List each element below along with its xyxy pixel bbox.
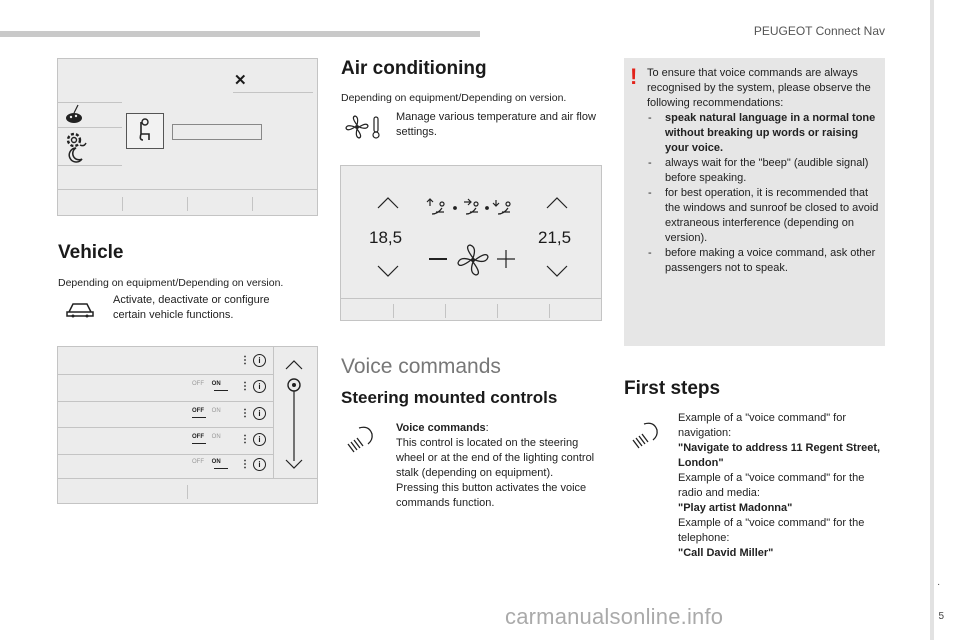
voice-commands-label: Voice commands xyxy=(396,422,486,434)
row-menu-icon[interactable]: ⋮ xyxy=(240,434,250,445)
recommendation-item: - for best operation, it is recommended that the windows and sunroof be closed to avoid extraneous interference (depending on version). xyxy=(647,186,879,246)
example-line: Example of a "voice command" for the telephone: xyxy=(678,517,865,544)
vehicle-title: Vehicle xyxy=(58,242,124,263)
scroll-track[interactable] xyxy=(283,357,305,477)
fan-icon[interactable] xyxy=(456,244,490,281)
recommendations-intro: To ensure that voice commands are always recognised by the system, please observe the following recommendations: xyxy=(647,67,871,109)
toggle-switch[interactable] xyxy=(192,408,221,414)
recommendation-item: - always wait for the "beep" (audible signal) before speaking. xyxy=(647,156,879,186)
recommendation-item: - speak natural language in a normal tone without breaking up words or raising your voice. xyxy=(647,111,879,156)
toggle-switch[interactable] xyxy=(192,459,221,465)
header-rule xyxy=(0,31,480,37)
fan-thermometer-icon xyxy=(345,114,383,145)
toggle-off-label: OFF xyxy=(192,434,204,440)
recommendations-text xyxy=(647,66,879,276)
temp-right-up-icon[interactable] xyxy=(546,196,568,214)
vehicle-functions-screen xyxy=(57,346,318,504)
vehicle-menu-screen xyxy=(57,58,318,216)
toggle-on-label: ON xyxy=(211,434,221,440)
voice-commands-description xyxy=(396,421,601,511)
temp-left-value: 18,5 xyxy=(369,228,403,247)
toggle-off-label: OFF xyxy=(192,408,204,414)
recommendation-item: - before making a voice command, ask other passengers not to speak. xyxy=(647,246,879,276)
vehicle-subtitle: Depending on equipment/Depending on version. xyxy=(58,277,284,289)
car-icon xyxy=(64,298,96,325)
voice-commands-text: : This control is located on the steering wheel or at the end of the lighting control stalk (depending on equipment). Pressing this button activates the voice commands function. xyxy=(396,422,595,509)
airflow-icon[interactable] xyxy=(426,196,522,225)
temp-left-down-icon[interactable] xyxy=(377,264,399,282)
voice-control-icon xyxy=(345,424,379,459)
row-menu-icon[interactable]: ⋮ xyxy=(240,408,250,419)
close-icon[interactable]: ✕ xyxy=(234,72,247,89)
info-icon[interactable]: i xyxy=(253,380,266,393)
toggle-switch[interactable] xyxy=(192,381,221,387)
air-conditioning-subtitle: Depending on equipment/Depending on version. xyxy=(341,92,567,104)
row-menu-icon[interactable]: ⋮ xyxy=(240,381,250,392)
example-command: "Call David Miller" xyxy=(678,547,774,559)
info-icon[interactable]: i xyxy=(253,433,266,446)
page-edge-bar xyxy=(930,0,934,640)
toggle-off-label: OFF xyxy=(192,381,204,387)
air-conditioning-title: Air conditioning xyxy=(341,58,487,79)
screen-input-box[interactable] xyxy=(172,124,262,140)
info-icon[interactable]: i xyxy=(253,354,266,367)
voice-control-icon xyxy=(630,420,664,455)
example-line: Example of a "voice command" for the radio and media: xyxy=(678,472,865,499)
first-steps-title: First steps xyxy=(624,378,721,399)
row-menu-icon[interactable]: ⋮ xyxy=(240,459,250,470)
example-command: "Play artist Madonna" xyxy=(678,502,793,514)
toggle-off-label: OFF xyxy=(192,459,204,465)
row-menu-icon[interactable]: ⋮ xyxy=(240,355,250,366)
toggle-on-label: ON xyxy=(211,408,221,414)
seat-icon[interactable] xyxy=(126,113,164,149)
example-line: Example of a "voice command" for navigation: xyxy=(678,412,846,439)
first-steps-examples xyxy=(678,411,883,561)
toggle-on-label: ON xyxy=(211,459,221,465)
temp-right-down-icon[interactable] xyxy=(546,264,568,282)
toggle-switch[interactable] xyxy=(192,434,221,440)
steering-controls-title: Steering mounted controls xyxy=(341,388,558,407)
toggle-on-label: ON xyxy=(211,381,221,387)
info-icon[interactable]: i xyxy=(253,407,266,420)
fan-plus-icon[interactable] xyxy=(497,250,515,273)
temp-left-up-icon[interactable] xyxy=(377,196,399,214)
temp-right-value: 21,5 xyxy=(538,228,572,247)
page-marker: . xyxy=(937,577,940,588)
example-command: "Navigate to address 11 Regent Street, London" xyxy=(678,442,881,469)
page-number: 5 xyxy=(938,611,944,622)
manual-title: PEUGEOT Connect Nav xyxy=(753,24,885,38)
info-icon[interactable]: i xyxy=(253,458,266,471)
palette-icon[interactable] xyxy=(64,103,86,130)
fan-minus-icon[interactable] xyxy=(429,258,447,260)
climate-screen xyxy=(340,165,602,321)
watermark: carmanualsonline.info xyxy=(505,604,724,629)
voice-commands-title: Voice commands xyxy=(341,355,501,378)
warning-icon: ! xyxy=(630,64,638,89)
air-conditioning-description: Manage various temperature and air flow settings. xyxy=(396,111,596,138)
night-mode-icon[interactable] xyxy=(64,145,86,170)
vehicle-description: Activate, deactivate or configure certain vehicle functions. xyxy=(113,294,270,321)
